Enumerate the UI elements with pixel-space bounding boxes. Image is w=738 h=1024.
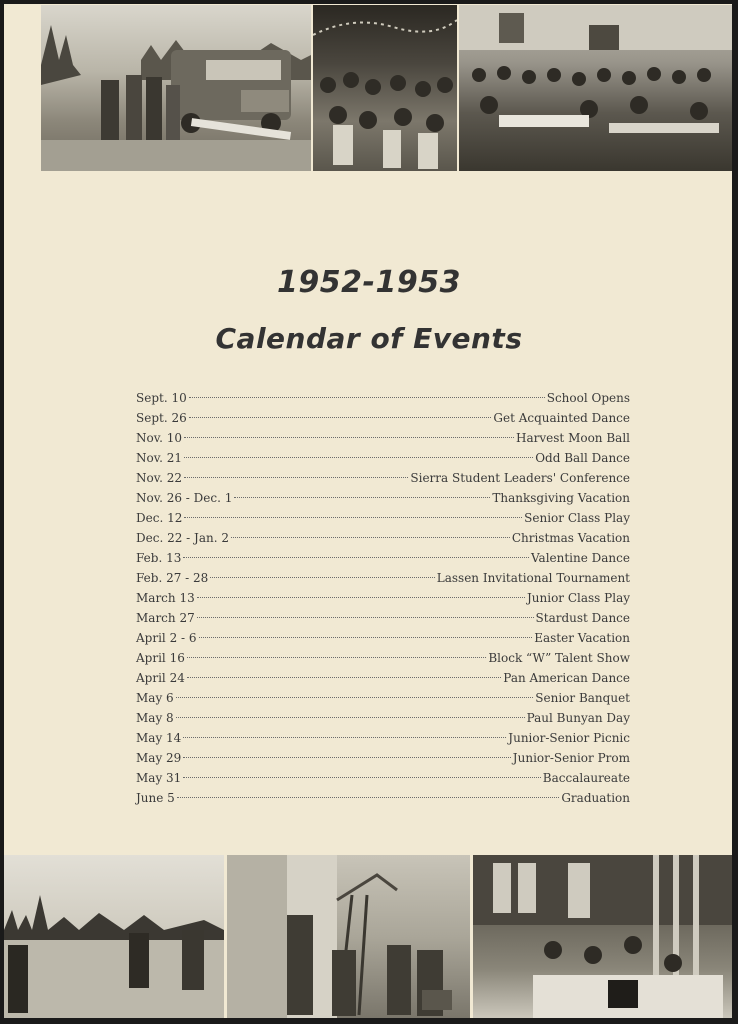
event-row xyxy=(136,748,630,768)
event-row xyxy=(136,568,630,588)
event-name: Valentine Dance xyxy=(530,551,630,565)
event-name: Graduation xyxy=(561,791,630,805)
event-date: April 2 - 6 xyxy=(136,631,197,645)
event-name: Baccalaureate xyxy=(542,771,630,785)
event-date: May 8 xyxy=(136,711,174,725)
event-date: Nov. 26 - Dec. 1 xyxy=(136,491,233,505)
event-date: May 29 xyxy=(136,751,182,765)
event-row xyxy=(136,488,630,508)
event-date: Nov. 21 xyxy=(136,451,182,465)
event-row xyxy=(136,768,630,788)
event-row xyxy=(136,648,630,668)
dot-leader xyxy=(183,757,510,758)
event-name: Christmas Vacation xyxy=(511,531,630,545)
event-row xyxy=(136,408,630,428)
photo-banquet xyxy=(459,5,732,171)
event-row xyxy=(136,668,630,688)
dot-leader xyxy=(184,517,522,518)
event-row xyxy=(136,708,630,728)
dot-leader xyxy=(176,697,534,698)
event-row xyxy=(136,728,630,748)
event-date: Feb. 27 - 28 xyxy=(136,571,209,585)
event-date: Nov. 22 xyxy=(136,471,182,485)
dot-leader xyxy=(234,497,490,498)
event-name: Odd Ball Dance xyxy=(535,451,630,465)
event-name: Sierra Student Leaders' Conference xyxy=(410,471,630,485)
dot-leader xyxy=(184,477,408,478)
event-name: Get Acquainted Dance xyxy=(493,411,630,425)
dot-leader xyxy=(189,397,545,398)
event-date: May 31 xyxy=(136,771,182,785)
event-name: Lassen Invitational Tournament xyxy=(436,571,630,585)
dot-leader xyxy=(183,557,529,558)
event-name: Easter Vacation xyxy=(534,631,630,645)
event-date: Dec. 12 xyxy=(136,511,183,525)
event-name: Thanksgiving Vacation xyxy=(492,491,630,505)
event-date: March 27 xyxy=(136,611,195,625)
event-row xyxy=(136,508,630,528)
event-row xyxy=(136,468,630,488)
event-date: Sept. 26 xyxy=(136,411,187,425)
dot-leader xyxy=(210,577,434,578)
event-date: April 24 xyxy=(136,671,185,685)
dot-leader xyxy=(197,597,525,598)
event-date: Sept. 10 xyxy=(136,391,187,405)
dot-leader xyxy=(184,437,514,438)
event-date: June 5 xyxy=(136,791,175,805)
dot-leader xyxy=(183,737,506,738)
event-name: Senior Class Play xyxy=(524,511,630,525)
events-list xyxy=(136,388,630,808)
dot-leader xyxy=(199,637,533,638)
dot-leader xyxy=(187,657,487,658)
photo-decorating xyxy=(227,855,470,1018)
photo-bus xyxy=(41,5,311,171)
event-date: March 13 xyxy=(136,591,195,605)
event-row xyxy=(136,608,630,628)
event-row xyxy=(136,688,630,708)
event-date: May 14 xyxy=(136,731,182,745)
event-row xyxy=(136,388,630,408)
photo-dance-crowd xyxy=(313,5,457,171)
calendar-years-title: 1952-1953 xyxy=(277,265,461,300)
event-name: Senior Banquet xyxy=(535,691,630,705)
dot-leader xyxy=(177,797,560,798)
event-name: School Opens xyxy=(546,391,630,405)
event-row xyxy=(136,548,630,568)
dot-leader xyxy=(197,617,534,618)
dot-leader xyxy=(184,457,533,458)
event-date: April 16 xyxy=(136,651,185,665)
event-date: May 6 xyxy=(136,691,174,705)
event-name: Harvest Moon Ball xyxy=(516,431,630,445)
event-name: Junior-Senior Picnic xyxy=(508,731,630,745)
event-name: Pan American Dance xyxy=(503,671,630,685)
photo-schoolyard xyxy=(4,855,224,1018)
event-name: Paul Bunyan Day xyxy=(526,711,630,725)
photo-library xyxy=(473,855,732,1018)
event-row xyxy=(136,628,630,648)
event-name: Junior-Senior Prom xyxy=(512,751,630,765)
event-date: Feb. 13 xyxy=(136,551,182,565)
dot-leader xyxy=(231,537,510,538)
event-row xyxy=(136,448,630,468)
event-date: Nov. 10 xyxy=(136,431,182,445)
event-row xyxy=(136,588,630,608)
event-name: Stardust Dance xyxy=(535,611,630,625)
event-date: Dec. 22 - Jan. 2 xyxy=(136,531,229,545)
event-row xyxy=(136,788,630,808)
dot-leader xyxy=(187,677,501,678)
event-name: Block “W” Talent Show xyxy=(488,651,630,665)
event-row xyxy=(136,528,630,548)
dot-leader xyxy=(176,717,525,718)
event-row xyxy=(136,428,630,448)
dot-leader xyxy=(183,777,540,778)
event-name: Junior Class Play xyxy=(526,591,630,605)
calendar-heading: Calendar of Events xyxy=(215,322,523,355)
dot-leader xyxy=(189,417,492,418)
